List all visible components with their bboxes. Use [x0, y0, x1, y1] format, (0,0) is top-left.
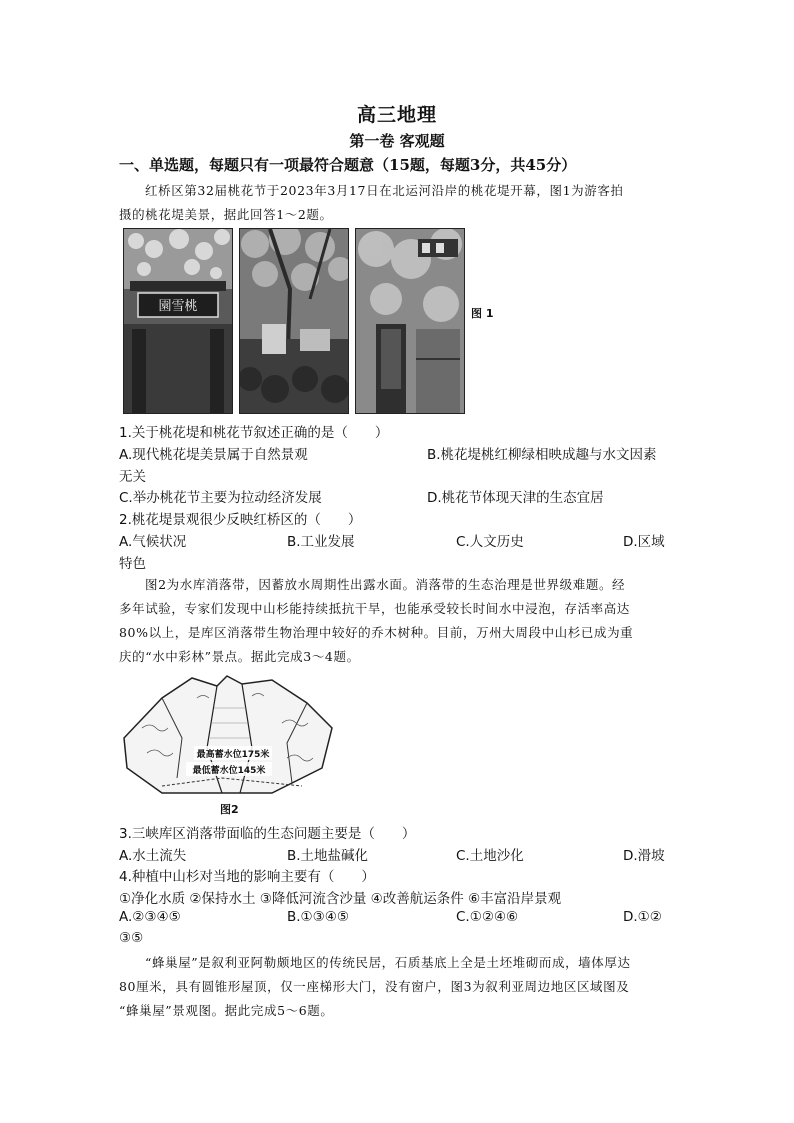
- figure-1-photo-gate: [123, 228, 233, 414]
- garden-photo-graphic: [240, 229, 348, 413]
- passage-3-line-1: “蜂巢屋”是叙利亚阿勒颇地区的传统民居，石质基底上全是土坯堆砌而成，墙体厚达: [145, 955, 631, 970]
- question-2-stem: 2.桃花堤景观很少反映红桥区的（ ）: [119, 512, 362, 528]
- gate-photo-graphic: [124, 229, 232, 413]
- question-4-option-a: A.②③④⑤: [119, 909, 181, 925]
- question-1-stem: 1.关于桃花堤和桃花节叙述正确的是（ ）: [119, 425, 389, 441]
- figure-1-photo-building: [355, 228, 465, 414]
- question-4-stem: 4.种植中山杉对当地的影响主要有（ ）: [119, 869, 375, 885]
- question-1-option-b: B.桃花堤桃红柳绿相映成趣与水文因素: [427, 447, 657, 463]
- passage-3: [119, 951, 679, 1023]
- question-4-option-d-cont: ③⑤: [119, 930, 144, 946]
- question-2-option-c: C.人文历史: [456, 534, 524, 550]
- question-2-option-a: A.气候状况: [119, 534, 187, 550]
- page-title: 高三地理: [356, 104, 437, 126]
- building-photo-graphic: [356, 229, 464, 413]
- passage-2-line-4: 庆的“水中彩林”景点。据此完成3～4题。: [119, 649, 360, 664]
- passage-3-line-3: “蜂巢屋”景观图。据此完成5～6题。: [119, 1003, 334, 1018]
- question-4-option-c: C.①②④⑥: [456, 909, 519, 925]
- passage-3-line-2: 80厘米，具有圆锥形屋顶，仅一座梯形大门，没有窗户，图3为叙利亚周边地区区域图及: [119, 979, 630, 994]
- passage-1-line-2: 摄的桃花堤美景，据此回答1～2题。: [119, 207, 333, 222]
- question-2-option-d-cont: 特色: [119, 556, 146, 572]
- passage-2-line-1: 图2为水库消落带，因蓄放水周期性出露水面。消落带的生态治理是世界级难题。经: [145, 577, 626, 592]
- passage-2-line-2: 多年试验，专家们发现中山杉能持续抵抗干旱，也能承受较长时间水中浸泡，存活率高达: [119, 601, 630, 616]
- drawdown-zone-graphic: [122, 668, 334, 798]
- question-1-option-a: A.现代桃花堤美景属于自然景观: [119, 447, 308, 463]
- question-2-option-b: B.工业发展: [287, 534, 355, 550]
- gate-sign-text: 園雪桃: [158, 299, 198, 314]
- page-subtitle: 第一卷 客观题: [349, 132, 445, 150]
- question-1-option-c: C.举办桃花节主要为拉动经济发展: [119, 490, 322, 506]
- figure-1-label: 图 1: [471, 307, 494, 320]
- question-1-option-b-cont: 无关: [119, 469, 146, 485]
- question-4-option-b: B.①③④⑤: [287, 909, 349, 925]
- passage-2-line-3: 80%以上，是库区消落带生物治理中较好的乔木树种。目前，万州大周段中山杉已成为重: [119, 625, 634, 640]
- question-3-option-d: D.滑坡: [623, 848, 665, 864]
- question-3-option-a: A.水土流失: [119, 848, 187, 864]
- low-water-level-label: 最低蓄水位145米: [192, 766, 266, 776]
- passage-2: [119, 573, 679, 669]
- question-4-option-d: D.①②: [623, 909, 662, 925]
- figure-2-label: 图2: [220, 803, 239, 816]
- question-3-stem: 3.三峡库区消落带面临的生态问题主要是（ ）: [119, 826, 416, 842]
- passage-1: [119, 179, 679, 227]
- question-2-option-d: D.区域: [623, 534, 665, 550]
- question-1-option-d: D.桃花节体现天津的生态宜居: [427, 490, 604, 506]
- passage-1-line-1: 红桥区第32届桃花节于2023年3月17日在北运河沿岸的桃花堤开幕，图1为游客拍: [145, 183, 624, 198]
- question-3-option-c: C.土地沙化: [456, 848, 524, 864]
- figure-2-diagram: [122, 668, 334, 798]
- section-heading: 一、单选题，每题只有一项最符合题意（15题，每题3分，共45分）: [119, 156, 577, 174]
- high-water-level-label: 最高蓄水位175米: [196, 750, 270, 760]
- question-4-items: ①净化水质 ②保持水土 ③降低河流含沙量 ④改善航运条件 ⑥丰富沿岸景观: [119, 891, 562, 907]
- figure-1-photo-garden: [239, 228, 349, 414]
- question-3-option-b: B.土地盐碱化: [287, 848, 369, 864]
